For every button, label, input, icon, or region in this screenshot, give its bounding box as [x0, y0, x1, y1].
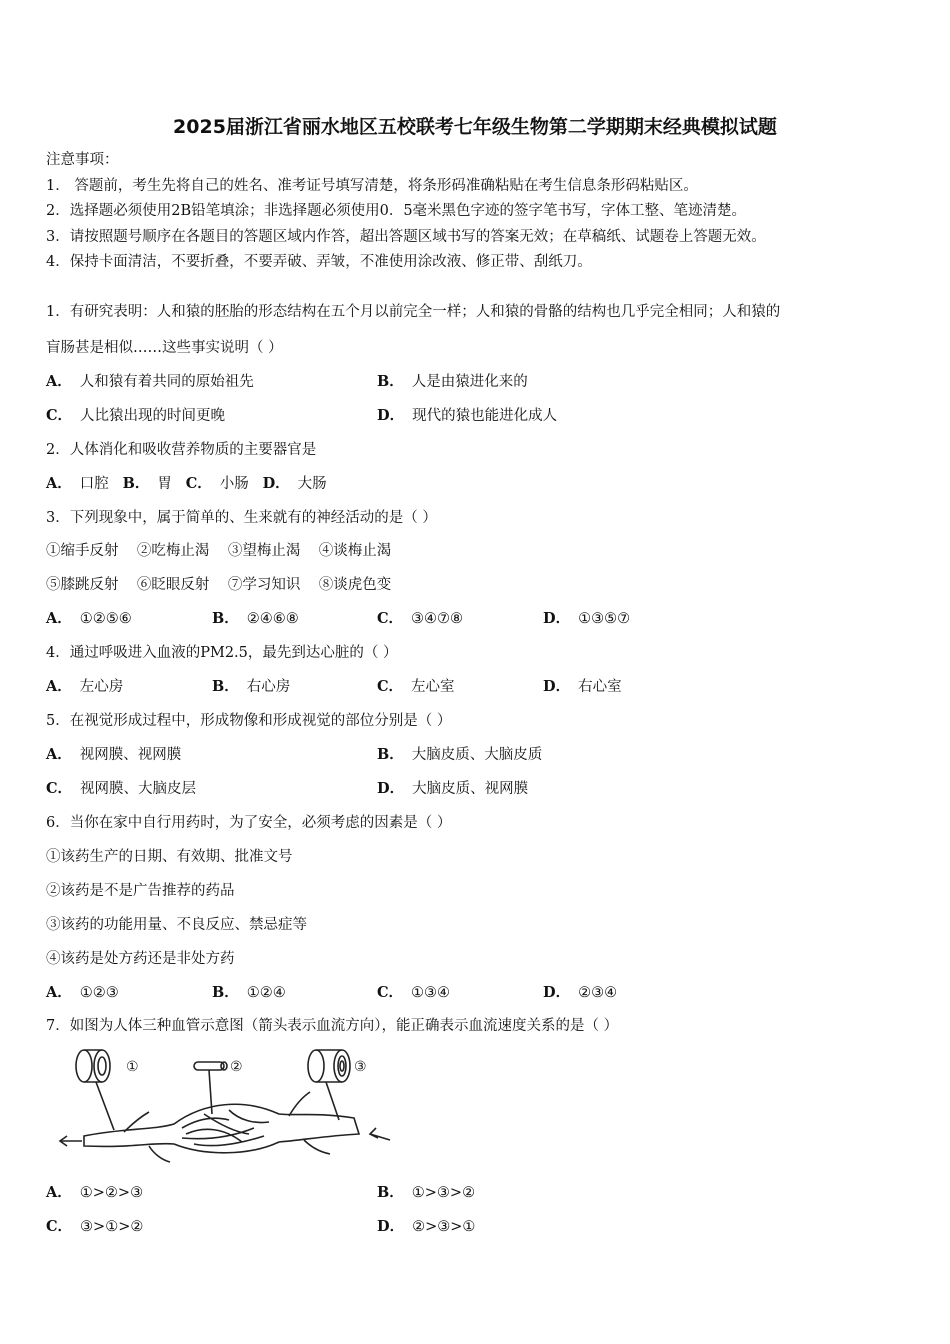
- option-a[interactable]: A． 口腔: [46, 475, 109, 492]
- question-6-item: ④该药是处方药还是非处方药: [46, 951, 235, 967]
- option-b[interactable]: B． 人是由猿进化来的: [377, 373, 528, 390]
- notice-item: 4．保持卡面清洁，不要折叠，不要弄破、弄皱，不准使用涂改液、修正带、刮纸刀。: [46, 254, 592, 270]
- option-c[interactable]: C． 左心室: [377, 678, 455, 695]
- option-b[interactable]: B． 右心房: [212, 678, 291, 695]
- option-c[interactable]: C． 视网膜、大脑皮层: [46, 780, 197, 797]
- question-6-item: ①该药生产的日期、有效期、批准文号: [46, 849, 293, 865]
- option-b[interactable]: B． ①②④: [212, 984, 286, 1001]
- option-a[interactable]: A． 人和猿有着共同的原始祖先: [46, 373, 254, 390]
- option-a[interactable]: A． ①②③: [46, 984, 119, 1001]
- vessel-1-cross-section: [76, 1050, 110, 1082]
- question-3-items-row2: ⑤膝跳反射 ⑥眨眼反射 ⑦学习知识 ⑧谈虎色变: [46, 577, 392, 593]
- option-c[interactable]: C． ③>①>②: [46, 1218, 144, 1235]
- option-d[interactable]: D． ②③④: [543, 984, 618, 1001]
- question-5-stem: 5．在视觉形成过程中，形成物像和形成视觉的部位分别是（ ）: [46, 713, 452, 729]
- question-1-stem-line2: 盲肠甚是相似……这些事实说明（ ）: [46, 340, 283, 356]
- option-b[interactable]: B． 大脑皮质、大脑皮质: [377, 746, 543, 763]
- question-7-stem: 7．如图为人体三种血管示意图（箭头表示血流方向），能正确表示血流速度关系的是（ ）: [46, 1018, 619, 1034]
- vessel-2-cross-section: [194, 1062, 227, 1070]
- option-a[interactable]: A． ①>②>③: [46, 1184, 144, 1201]
- question-1-stem-line1: 1．有研究表明：人和猿的胚胎的形态结构在五个月以前完全一样；人和猿的骨骼的结构也几乎完全相同；人和猿的: [46, 304, 781, 320]
- option-b[interactable]: B． ①>③>②: [377, 1184, 476, 1201]
- option-c[interactable]: C． 小肠: [185, 475, 249, 492]
- notice-item: 2．选择题必须使用2B铅笔填涂；非选择题必须使用0．5毫米黑色字迹的签字笔书写，字体工整、笔迹清楚。: [46, 203, 747, 219]
- option-d[interactable]: D． 大脑皮质、视网膜: [377, 780, 529, 797]
- question-6-item: ③该药的功能用量、不良反应、禁忌症等: [46, 917, 307, 933]
- notice-item: 3．请按照题号顺序在各题目的答题区域内作答，超出答题区域书写的答案无效；在草稿纸、试题卷上答题无效。: [46, 229, 766, 245]
- question-2-options: [46, 474, 327, 494]
- option-a[interactable]: A． 左心房: [46, 678, 124, 695]
- question-3-stem: 3．下列现象中，属于简单的、生来就有的神经活动的是（ ）: [46, 510, 437, 526]
- question-6-stem: 6．当你在家中自行用药时，为了安全，必须考虑的因素是（ ）: [46, 815, 452, 831]
- option-d[interactable]: D． 现代的猿也能进化成人: [377, 407, 558, 424]
- option-d[interactable]: D． ②>③>①: [377, 1218, 476, 1235]
- option-c[interactable]: C． ③④⑦⑧: [377, 610, 464, 627]
- option-c[interactable]: C． 人比猿出现的时间更晚: [46, 407, 226, 424]
- label-3: ③: [354, 1059, 367, 1075]
- vessel-3-cross-section: [308, 1050, 350, 1082]
- option-d[interactable]: D． 右心室: [543, 678, 622, 695]
- page-title: 2025届浙江省丽水地区五校联考七年级生物第二学期期末经典模拟试题: [173, 116, 777, 138]
- question-3-items-row1: ①缩手反射 ②吃梅止渴 ③望梅止渴 ④谈梅止渴: [46, 543, 392, 559]
- option-b[interactable]: B． 胃: [122, 475, 172, 492]
- blood-vessel-diagram: [54, 1044, 394, 1169]
- notice-item: 1． 答题前，考生先将自己的姓名、准考证号填写清楚，将条形码准确粘贴在考生信息条形码粘贴区。: [46, 178, 698, 194]
- option-d[interactable]: D． 大肠: [262, 475, 327, 492]
- label-1: ①: [126, 1059, 139, 1075]
- option-a[interactable]: A． ①②⑤⑥: [46, 610, 132, 627]
- option-b[interactable]: B． ②④⑥⑧: [212, 610, 299, 627]
- option-a[interactable]: A． 视网膜、视网膜: [46, 746, 182, 763]
- question-4-stem: 4．通过呼吸进入血液的PM2.5，最先到达心脏的（ ）: [46, 645, 398, 661]
- option-d[interactable]: D． ①③⑤⑦: [543, 610, 631, 627]
- notice-heading: 注意事项：: [46, 152, 119, 168]
- question-6-item: ②该药是不是广告推荐的药品: [46, 883, 235, 899]
- label-2: ②: [230, 1059, 243, 1075]
- option-c[interactable]: C． ①③④: [377, 984, 451, 1001]
- question-2-stem: 2．人体消化和吸收营养物质的主要器官是: [46, 442, 317, 458]
